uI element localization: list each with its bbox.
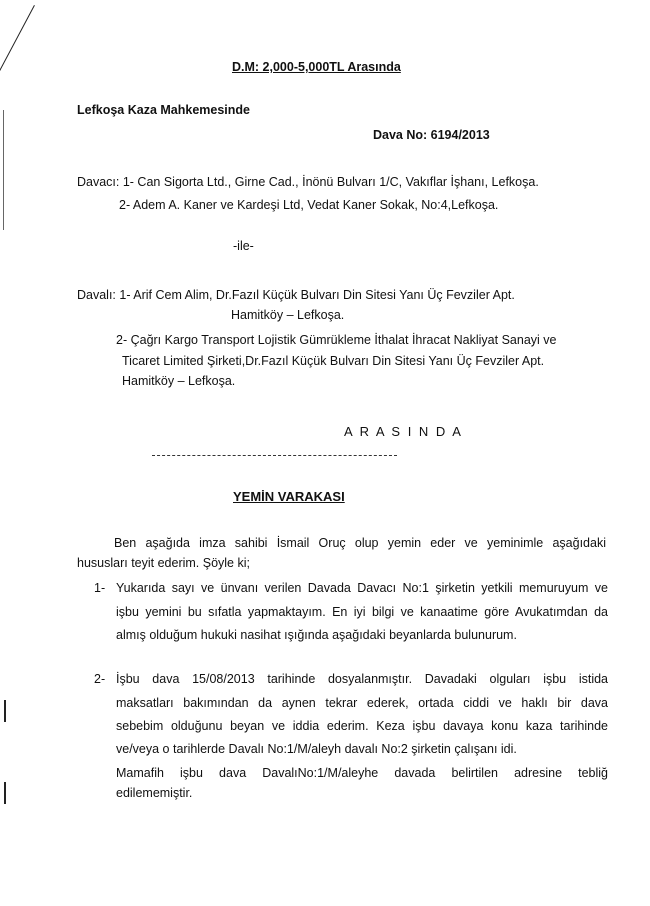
- defendant-1-line-2: Hamitköy – Lefkoşa.: [231, 308, 345, 322]
- item-2-line-1: İşbu dava 15/08/2013 tarihinde dosyalanmıştır. Davadaki olguları işbu istida: [116, 672, 608, 686]
- separator-dashed-line: [152, 455, 397, 456]
- court-name: Lefkoşa Kaza Mahkemesinde: [77, 103, 250, 117]
- claim-amount-heading: D.M: 2,000-5,000TL Arasında: [232, 60, 401, 74]
- scan-artifact-mark-2: [4, 782, 6, 804]
- item-1-number: 1-: [94, 581, 106, 595]
- defendant-2-line-2: Ticaret Limited Şirketi,Dr.Fazıl Küçük Bulvarı Din Sitesi Yanı Üç Fevziler Apt.: [122, 354, 545, 368]
- ile-separator: -ile-: [233, 239, 254, 253]
- intro-line-1: Ben aşağıda imza sahibi İsmail Oruç olup yemin eder ve yeminimle aşağıdaki: [114, 536, 606, 550]
- item-2-line-6: edilememiştir.: [116, 786, 193, 800]
- scan-artifact-vertical: [3, 110, 4, 230]
- defendant-1-line-1: Davalı: 1- Arif Cem Alim, Dr.Fazıl Küçük Bulvarı Din Sitesi Yanı Üç Fevziler Apt.: [77, 288, 515, 302]
- item-1-line-1: Yukarıda sayı ve ünvanı verilen Davada Davacı No:1 şirketin yetkili memuruyum ve: [116, 581, 608, 595]
- item-1-line-3: almış olduğum hukuki nasihat ışığında aşağıdaki beyanlarda bulunurum.: [116, 628, 517, 642]
- defendant-2-line-1: 2- Çağrı Kargo Transport Lojistik Gümrükleme İthalat İhracat Nakliyat Sanayi ve: [116, 333, 557, 347]
- document-title: YEMİN VARAKASI: [233, 489, 345, 504]
- case-number: Dava No: 6194/2013: [373, 128, 490, 142]
- plaintiff-2: 2- Adem A. Kaner ve Kardeşi Ltd, Vedat Kaner Sokak, No:4,Lefkoşa.: [119, 198, 499, 212]
- intro-line-2: hususları teyit ederim. Şöyle ki;: [77, 556, 250, 570]
- item-2-line-2: maksatları bakımından da aynen tekrar ederek, ortada ciddi ve haklı bir dava: [116, 696, 608, 710]
- scan-artifact-mark: [4, 700, 6, 722]
- defendant-2-line-3: Hamitköy – Lefkoşa.: [122, 374, 236, 388]
- item-1-line-2: işbu yemini bu sıfatla yapmaktayım. En iyi bilgi ve kanaatime göre Avukatımdan da: [116, 605, 608, 619]
- item-2-line-4: ve/veya o tarihlerde Davalı No:1/M/aleyh davalı No:2 şirketin çalışanı idi.: [116, 742, 517, 756]
- item-2-number: 2-: [94, 672, 106, 686]
- scan-artifact-diagonal: [0, 5, 35, 76]
- item-2-line-3: sebebim olduğunu beyan ve iddia ederim. Keza işbu davaya konu kaza tarihinde: [116, 719, 608, 733]
- arasinda-heading: A R A S I N D A: [344, 424, 463, 439]
- plaintiff-1: Davacı: 1- Can Sigorta Ltd., Girne Cad., İnönü Bulvarı 1/C, Vakıflar İşhanı, Lefkoşa.: [77, 175, 539, 189]
- item-2-line-5: Mamafih işbu dava DavalıNo:1/M/aleyhe davada belirtilen adresine tebliğ: [116, 766, 608, 780]
